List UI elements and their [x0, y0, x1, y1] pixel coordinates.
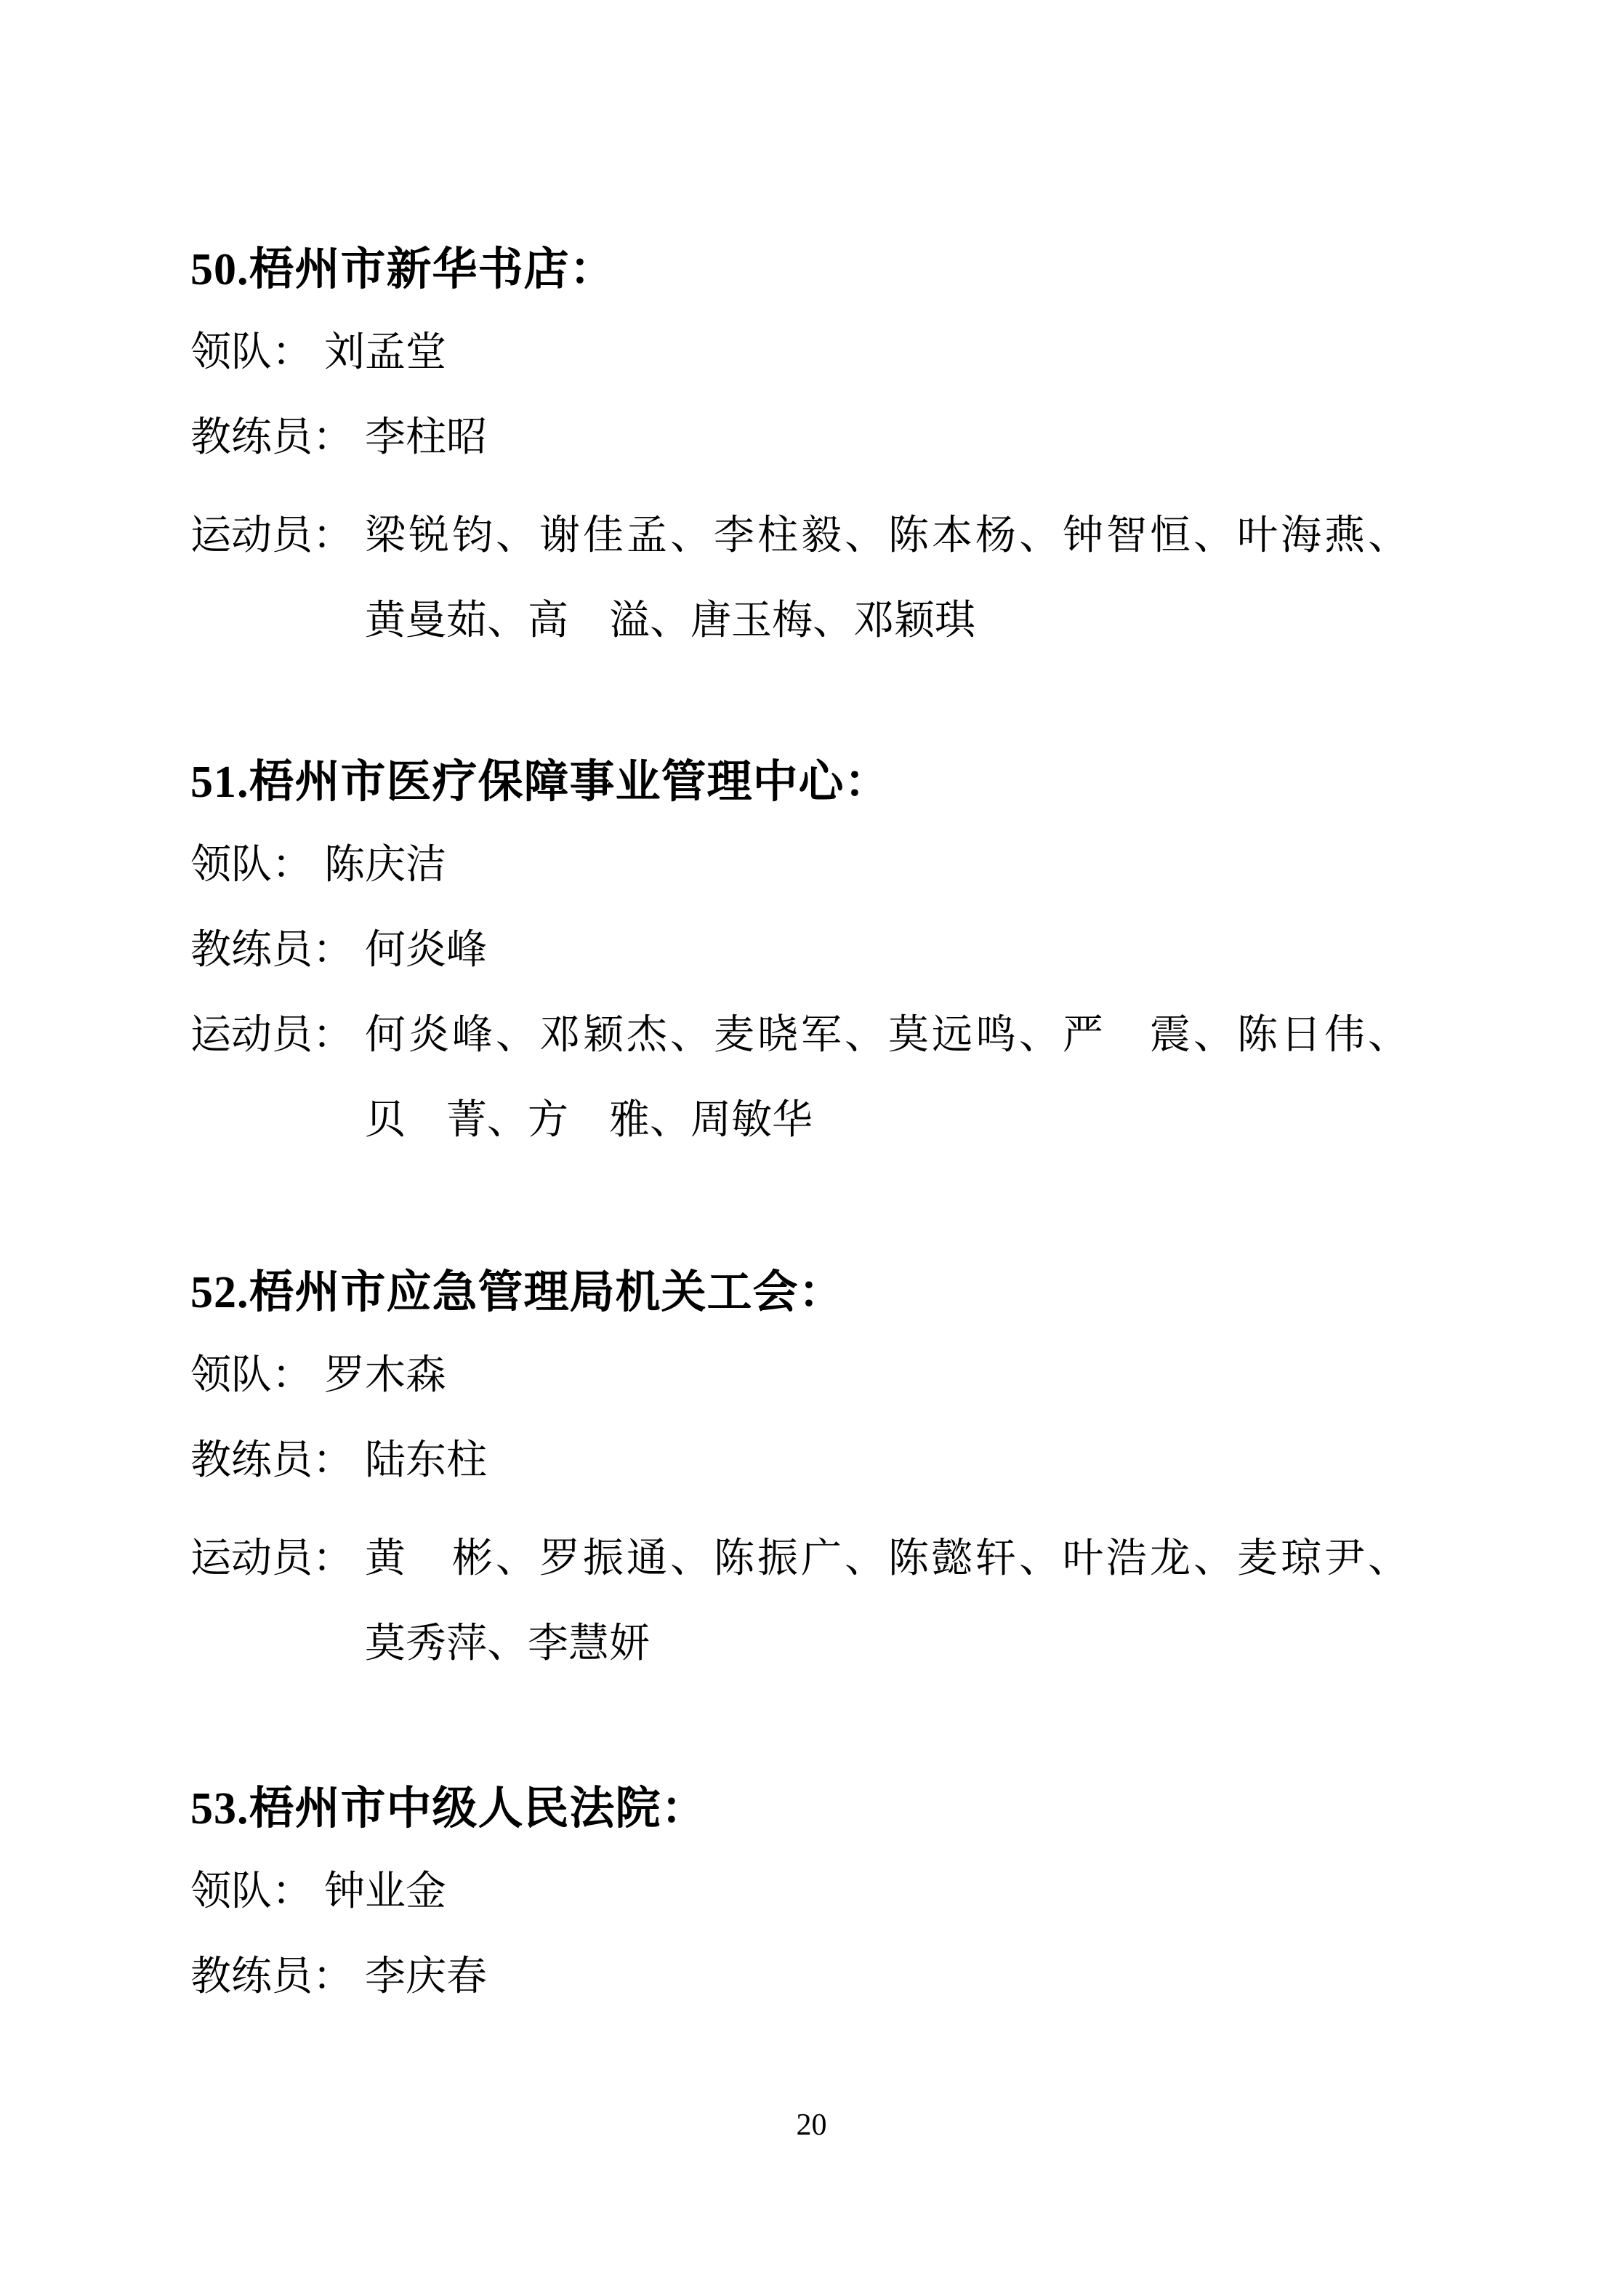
athletes-row — [190, 494, 1432, 579]
athletes-label: 运动员： — [190, 513, 353, 558]
athletes-line1: 何炎峰、邓颖杰、麦晓军、莫远鸣、严 震、陈日伟、 — [365, 1013, 1411, 1058]
page-number: 20 — [796, 2108, 827, 2142]
coach-row — [190, 1418, 1432, 1504]
athletes-paragraph — [190, 993, 1432, 1163]
athletes-paragraph — [190, 1517, 1432, 1687]
leader-row — [190, 1333, 1432, 1418]
leader-row — [190, 1850, 1432, 1935]
leader-name: 罗木森 — [324, 1353, 446, 1398]
coach-row — [190, 396, 1432, 481]
coach-label: 教练员： — [190, 1954, 353, 1999]
leader-label: 领队： — [190, 843, 313, 888]
coach-label: 教练员： — [190, 1438, 353, 1483]
athletes-line2: 莫秀萍、李慧妍 — [365, 1621, 650, 1666]
section-50 — [190, 229, 1432, 664]
coach-name: 李庆春 — [365, 1954, 487, 1999]
leader-name: 刘孟堂 — [324, 330, 446, 375]
coach-row — [190, 908, 1432, 993]
coach-row — [190, 1935, 1432, 2020]
leader-label: 领队： — [190, 330, 313, 375]
coach-label: 教练员： — [190, 415, 353, 460]
athletes-label: 运动员： — [190, 1013, 353, 1058]
section-51 — [190, 742, 1432, 1163]
athletes-line1: 黄 彬、罗振通、陈振广、陈懿轩、叶浩龙、麦琼尹、 — [365, 1536, 1411, 1581]
athletes-row — [190, 993, 1432, 1078]
coach-name: 何炎峰 — [365, 928, 487, 973]
section-53 — [190, 1768, 1432, 2020]
leader-name: 钟业金 — [324, 1869, 446, 1914]
leader-label: 领队： — [190, 1353, 313, 1398]
section-52 — [190, 1252, 1432, 1687]
section-heading: 52.梧州市应急管理局机关工会： — [190, 1268, 845, 1317]
document-content — [190, 229, 1432, 2020]
athletes-row — [190, 1517, 1432, 1602]
coach-name: 陆东柱 — [365, 1438, 487, 1483]
athletes-line1: 梁锐钧、谢佳孟、李柱毅、陈本杨、钟智恒、叶海燕、 — [365, 513, 1411, 558]
page-footer — [0, 2107, 1623, 2143]
section-heading: 51.梧州市医疗保障事业管理中心： — [190, 758, 890, 807]
leader-label: 领队： — [190, 1869, 313, 1914]
athletes-paragraph — [190, 494, 1432, 664]
athletes-line2: 黄曼茹、高 溢、唐玉梅、邓颖琪 — [365, 598, 975, 643]
leader-row — [190, 310, 1432, 396]
athletes-label: 运动员： — [190, 1536, 353, 1581]
leader-name: 陈庆洁 — [324, 843, 446, 888]
leader-row — [190, 823, 1432, 908]
athletes-line2: 贝 菁、方 雅、周敏华 — [365, 1098, 813, 1143]
section-heading: 53.梧州市中级人民法院： — [190, 1784, 707, 1834]
coach-name: 李柱昭 — [365, 415, 487, 460]
coach-label: 教练员： — [190, 928, 353, 973]
section-heading: 50.梧州市新华书店： — [190, 245, 616, 294]
